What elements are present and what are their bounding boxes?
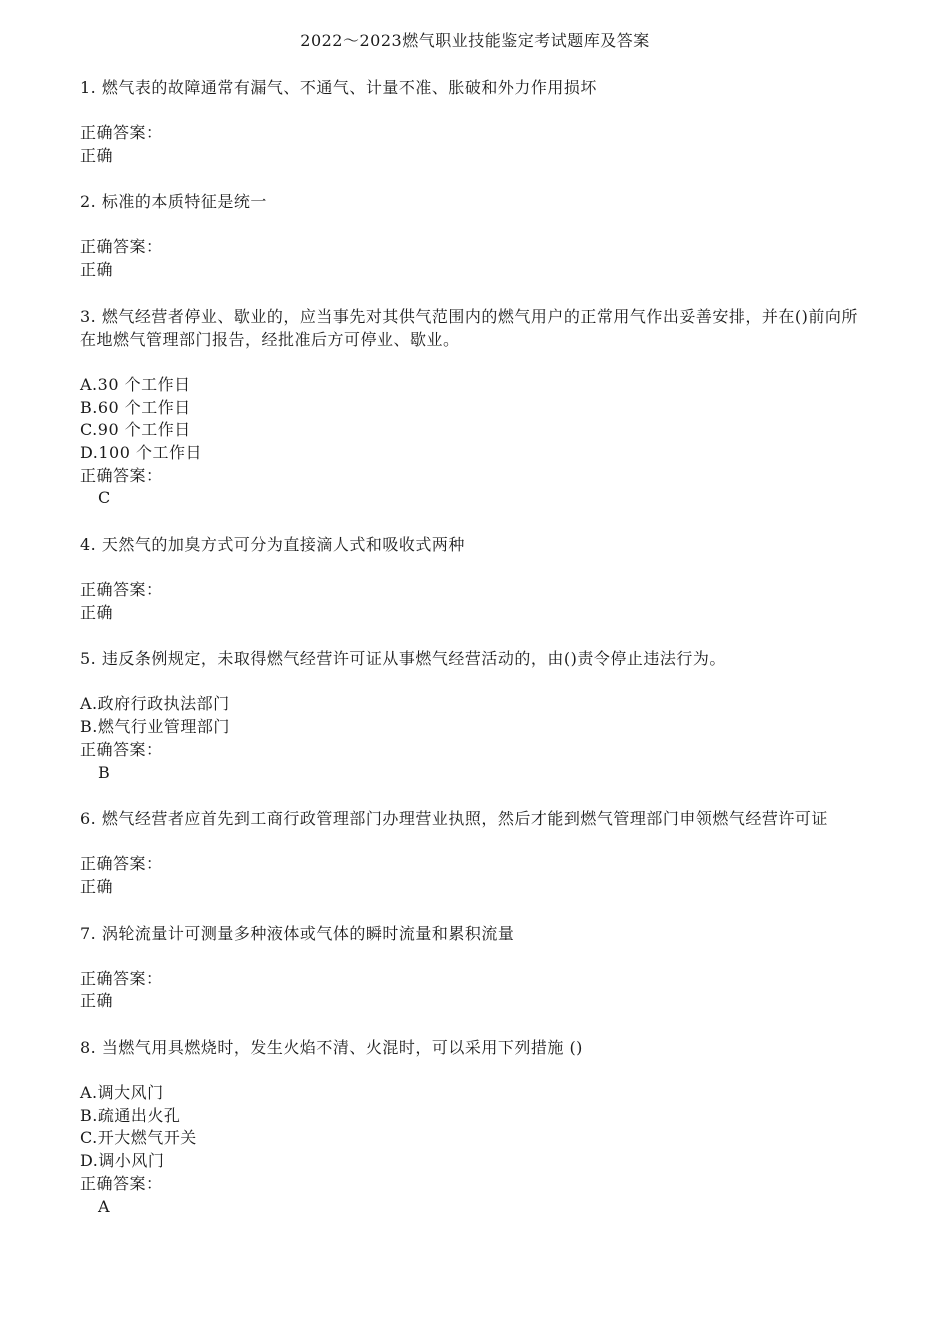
question-text: 2. 标准的本质特征是统一 [80,192,267,212]
answer-value: 正确 [80,260,114,280]
question-text: 6. 燃气经营者应首先到工商行政管理部门办理营业执照，然后才能到燃气管理部门申领燃气经营许可证 [80,809,828,829]
question-4 [80,533,870,647]
answer-value: 正确 [80,991,114,1011]
option-c: C.90 个工作日 [80,420,191,440]
question-text: 8. 当燃气用具燃烧时，发生火焰不清、火混时，可以采用下列措施 () [80,1038,583,1058]
option-a: A.政府行政执法部门 [80,694,230,714]
question-3 [80,305,870,533]
question-text: 4. 天然气的加臭方式可分为直接滴人式和吸收式两种 [80,535,465,555]
option-a: A.30 个工作日 [80,374,191,394]
question-list [80,76,870,1218]
question-7 [80,922,870,1036]
answer-value: C [98,488,111,508]
question-2 [80,190,870,304]
option-b: B.疏通出火孔 [80,1105,181,1125]
answer-label: 正确答案： [80,580,163,600]
question-6 [80,807,870,921]
answer-label: 正确答案： [80,1173,163,1193]
answer-label: 正确答案： [80,237,163,257]
question-text: 1. 燃气表的故障通常有漏气、不通气、计量不准、胀破和外力作用损坏 [80,78,597,97]
answer-value: 正确 [80,145,114,165]
option-a: A.调大风门 [80,1083,164,1103]
option-d: D.100 个工作日 [80,442,202,462]
option-d: D.调小风门 [80,1151,165,1171]
document-title: 2022～2023燃气职业技能鉴定考试题库及答案 [300,31,650,50]
option-c: C.开大燃气开关 [80,1128,197,1148]
answer-value: 正确 [80,876,114,896]
answer-label: 正确答案： [80,854,163,874]
option-b: B.60 个工作日 [80,397,191,417]
answer-label: 正确答案： [80,739,163,759]
question-8 [80,1036,870,1218]
question-5 [80,647,870,807]
answer-label: 正确答案： [80,465,163,485]
answer-label: 正确答案： [80,968,163,988]
answer-value: 正确 [80,602,114,622]
answer-value: A [98,1196,111,1216]
answer-label: 正确答案： [80,123,163,142]
question-1 [80,76,870,190]
option-b: B.燃气行业管理部门 [80,717,230,737]
answer-value: B [98,762,111,782]
question-text: 5. 违反条例规定，未取得燃气经营许可证从事燃气经营活动的，由()责令停止违法行为。 [80,649,726,669]
question-text: 3. 燃气经营者停业、歇业的，应当事先对其供气范围内的燃气用户的正常用气作出妥善安排，并在()前向所在地燃气管理部门报告，经批准后方可停业、歇业。 [80,306,858,349]
question-text: 7. 涡轮流量计可测量多种液体或气体的瞬时流量和累积流量 [80,923,515,943]
